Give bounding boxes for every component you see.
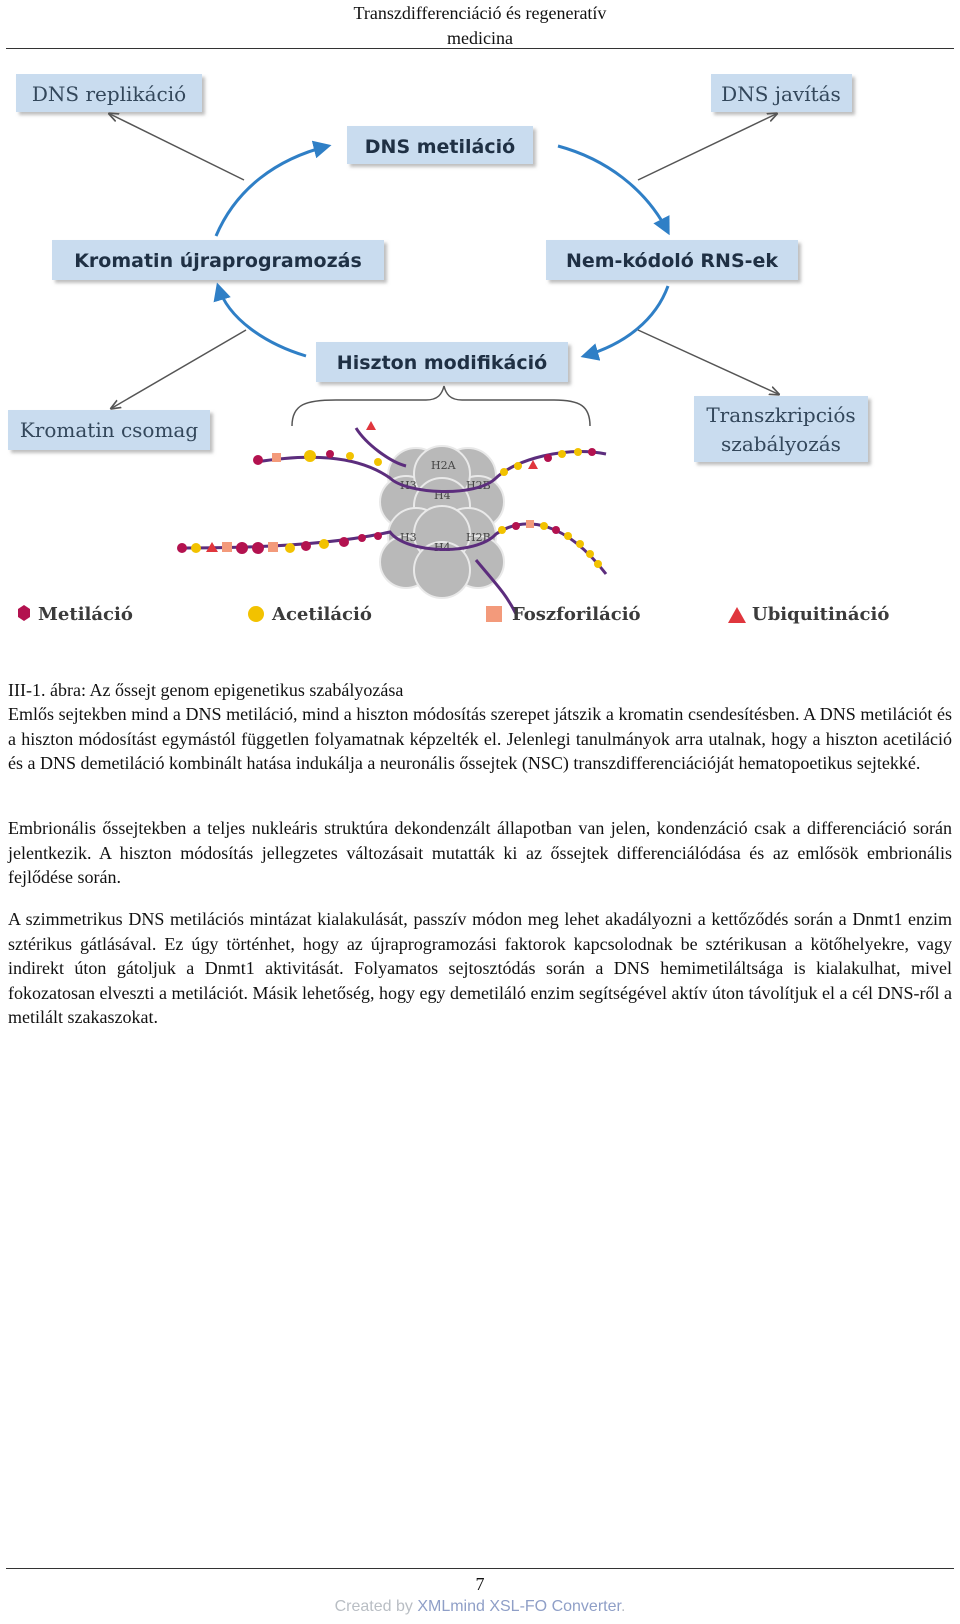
legend-foszforilacio-label: Foszforiláció <box>512 604 641 625</box>
converter-credit <box>0 1598 960 1616</box>
histone-bot-h2b: H2B <box>466 531 491 544</box>
histone-top-h3: H3 <box>400 479 417 492</box>
histone-bot-h3: H3 <box>400 531 417 544</box>
arrow-nemkodolo-to-hiszton <box>584 286 668 356</box>
label-kromatin-csomag: Kromatin csomag <box>19 418 199 442</box>
brace <box>292 386 590 426</box>
histone-top-h2a: H2A <box>431 459 456 472</box>
legend-acetilacio <box>248 604 372 625</box>
paragraph-3: A szimmetrikus DNS metilációs mintázat kialakulását, passzív módon meg lehet akadályozni a kettőződés során a Dnmt1 enzim sztérikus gátlásával. Ez úgy történhet, hogy az újraprogramozási faktorok kapcsolodnak be sztérikusan a kötőhelyekre, vagy indirekt úton gátoljuk a Dnmt1 aktivitását. Folyamatos sejtosztódás során a DNS hemimetiláltsága is kialakulhat, mivel fokozatosan elveszti a metilációt. Másik lehetőség, hogy egy demetiláló enzim segítségével aktív úton távolítjuk el a cél DNS-ről a metilált szakaszokat. <box>8 909 952 1027</box>
epigenetic-regulation-diagram <box>6 74 910 658</box>
box-kromatin-csomag <box>8 410 210 450</box>
box-dns-metilacio <box>347 126 533 164</box>
legend-foszforilacio <box>486 604 641 625</box>
header-title-line1: Transzdifferenciáció és regeneratív <box>353 3 607 23</box>
credit-prefix: Created by <box>334 1598 418 1615</box>
header-title-line2: medicina <box>447 28 513 48</box>
arrow-hiszton-to-kromatin <box>218 286 306 356</box>
paragraph-2: Embrionális őssejtekben a teljes nukleáris struktúra dekondenzált állapotban van jelen, kondenzáció csak a differenciáció során jelentkezik. A hiszton módosítás jellegzetes változásait mutatták ki az őssejtek differenciálódása és az emlősök embrionális fejlődése során. <box>8 818 952 887</box>
arrow-to-dns-replikacio <box>110 114 244 180</box>
box-hiszton-modifikacio <box>316 342 568 382</box>
box-dns-replikacio <box>16 74 202 112</box>
page-number: 7 <box>475 1574 485 1594</box>
footer-rule <box>6 1568 954 1569</box>
arrow-to-transzkripcios <box>638 330 778 394</box>
label-transzkripcios-line2: szabályozás <box>721 432 841 456</box>
histone-top-h2b: H2B <box>466 479 491 492</box>
label-transzkripcios-line1: Transzkripciós <box>706 403 856 427</box>
label-hiszton-modifikacio: Hiszton modifikáció <box>336 352 548 374</box>
label-dns-metilacio: DNS metiláció <box>364 136 516 158</box>
label-kromatin-ujraprogramozas: Kromatin újraprogramozás <box>74 250 362 272</box>
legend-metilacio-label: Metiláció <box>38 604 133 625</box>
paragraph-1: Emlős sejtekben mind a DNS metiláció, mind a hiszton módosítás szerepet játszik a kromatin csendesítésben. A DNS metilációt és a hiszton módosítást egymástól független folyamatnak képzelték el. Jelenlegi tanulmányok arra utalnak, hogy a hiszton acetiláció és a DNS demetiláció kombinált hatása indukálja a neuronális őssejtek (NSC) transzdifferenciációját hematopoetikus sejtekké. <box>8 704 952 773</box>
legend-metilacio <box>18 604 133 625</box>
legend <box>18 604 889 625</box>
label-nem-kodolo-rns: Nem-kódoló RNS-ek <box>565 250 779 272</box>
histone-bot-h4: H4 <box>434 541 451 554</box>
arrow-kromatin-to-dnsmet <box>216 146 328 236</box>
credit-suffix: . <box>620 1598 626 1615</box>
label-dns-replikacio: DNS replikáció <box>31 82 187 106</box>
credit-brand-link[interactable]: XMLmind XSL-FO Converter <box>417 1598 621 1615</box>
arrow-to-dns-javitas <box>638 114 776 180</box>
page-header <box>0 0 960 51</box>
box-nem-kodolo-rns <box>546 240 798 280</box>
legend-ubiquitinacio <box>728 604 889 625</box>
box-dns-javitas <box>711 74 852 112</box>
figure-caption: III-1. ábra: Az őssejt genom epigenetikus szabályozása <box>8 680 404 700</box>
histone-top-h4: H4 <box>434 489 451 502</box>
arrow-dnsmet-to-nemkodolo <box>558 146 668 232</box>
header-rule <box>6 48 954 49</box>
label-dns-javitas: DNS javítás <box>721 82 841 106</box>
box-kromatin-ujraprogramozas <box>52 240 384 280</box>
arrow-to-kromatin-csomag <box>112 330 246 408</box>
box-transzkripcios-szabalyozas <box>694 396 868 462</box>
legend-acetilacio-label: Acetiláció <box>272 604 372 625</box>
nucleosome <box>380 446 504 598</box>
legend-ubiquitinacio-label: Ubiquitináció <box>752 604 890 625</box>
